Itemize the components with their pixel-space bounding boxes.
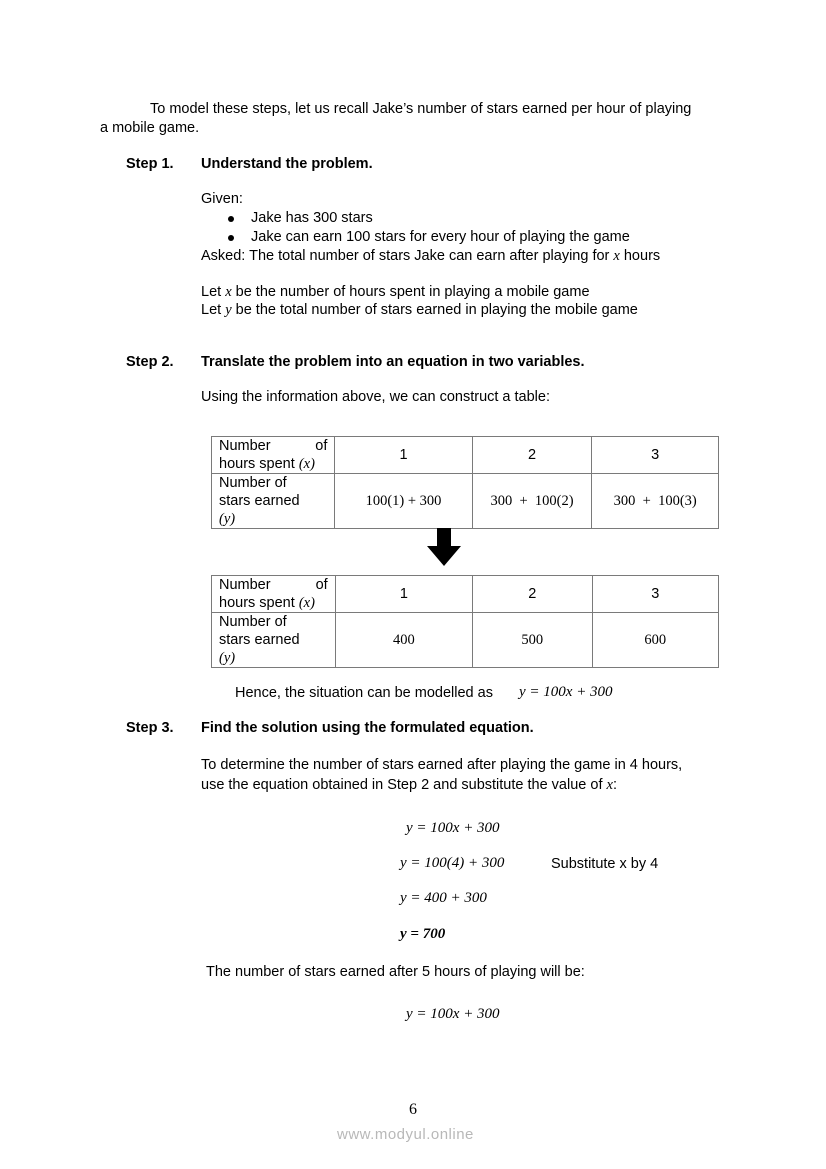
five-hours-equation: y = 100x + 300	[406, 1006, 500, 1022]
step-3-title: Find the solution using the formulated equation.	[201, 720, 534, 736]
watermark: www.modyul.online	[337, 1126, 474, 1143]
work-equation-3: y = 400 + 300	[400, 890, 487, 906]
given-label: Given:	[201, 191, 243, 207]
table-cell: 2	[473, 576, 592, 613]
given-item: Jake can earn 100 stars for every hour of playing the game	[201, 228, 630, 247]
step-3-intro-line-2: use the equation obtained in Step 2 and substitute the value of x:	[201, 777, 617, 793]
step-3-intro-line-1: To determine the number of stars earned after playing the game in 4 hours,	[201, 757, 683, 773]
let-y-definition: Let y be the total number of stars earned in playing the mobile game	[201, 302, 638, 318]
model-equation: y = 100x + 300	[519, 684, 613, 700]
table-row-hours	[212, 437, 719, 474]
table-cell: 1	[335, 437, 472, 474]
table-cell: 300 + 100(2)	[472, 474, 592, 529]
five-hours-text: The number of stars earned after 5 hours of playing will be:	[206, 964, 585, 980]
table-row-hours	[212, 576, 719, 613]
step-2-label: Step 2.	[126, 354, 174, 370]
intro-line-1: To model these steps, let us recall Jake’s number of stars earned per hour of playing	[150, 101, 692, 117]
table-values	[211, 575, 719, 668]
down-arrow-icon	[427, 528, 461, 566]
work-note-substitute: Substitute x by 4	[551, 856, 659, 872]
table-cell: 600	[592, 613, 718, 668]
table-row-stars	[212, 474, 719, 529]
table-cell: 300 + 100(3)	[592, 474, 719, 529]
let-x-definition: Let x be the number of hours spent in playing a mobile game	[201, 284, 590, 300]
table-cell: 100(1) + 300	[335, 474, 472, 529]
step-1-label: Step 1.	[126, 156, 174, 172]
step-3-label: Step 3.	[126, 720, 174, 736]
step-2-title: Translate the problem into an equation in two variables.	[201, 354, 585, 370]
asked-text: Asked: The total number of stars Jake can earn after playing for x hours	[201, 248, 661, 264]
work-equation-result: y = 700	[400, 926, 446, 942]
table-cell: 400	[335, 613, 472, 668]
row-header-stars: Number of stars earned (y)	[212, 613, 336, 668]
row-header-hours: Number of hours spent (x)	[212, 437, 335, 474]
step-1-title: Understand the problem.	[201, 156, 373, 172]
table-cell: 500	[473, 613, 592, 668]
table-cell: 3	[592, 437, 719, 474]
intro-line-2: a mobile game.	[100, 120, 200, 136]
table-expressions	[211, 436, 719, 529]
table-cell: 1	[335, 576, 472, 613]
table-row-stars	[212, 613, 719, 668]
work-equation-1: y = 100x + 300	[406, 820, 500, 836]
table-cell: 3	[592, 576, 718, 613]
step-2-intro: Using the information above, we can construct a table:	[201, 389, 550, 405]
page-number: 6	[409, 1101, 417, 1118]
row-header-stars: Number of stars earned (y)	[212, 474, 335, 529]
row-header-hours: Number of hours spent (x)	[212, 576, 336, 613]
table-cell: 2	[472, 437, 592, 474]
given-list	[201, 209, 630, 247]
given-item: Jake has 300 stars	[201, 209, 630, 228]
work-equation-2: y = 100(4) + 300	[400, 855, 505, 871]
model-conclusion: Hence, the situation can be modelled as	[235, 685, 493, 701]
